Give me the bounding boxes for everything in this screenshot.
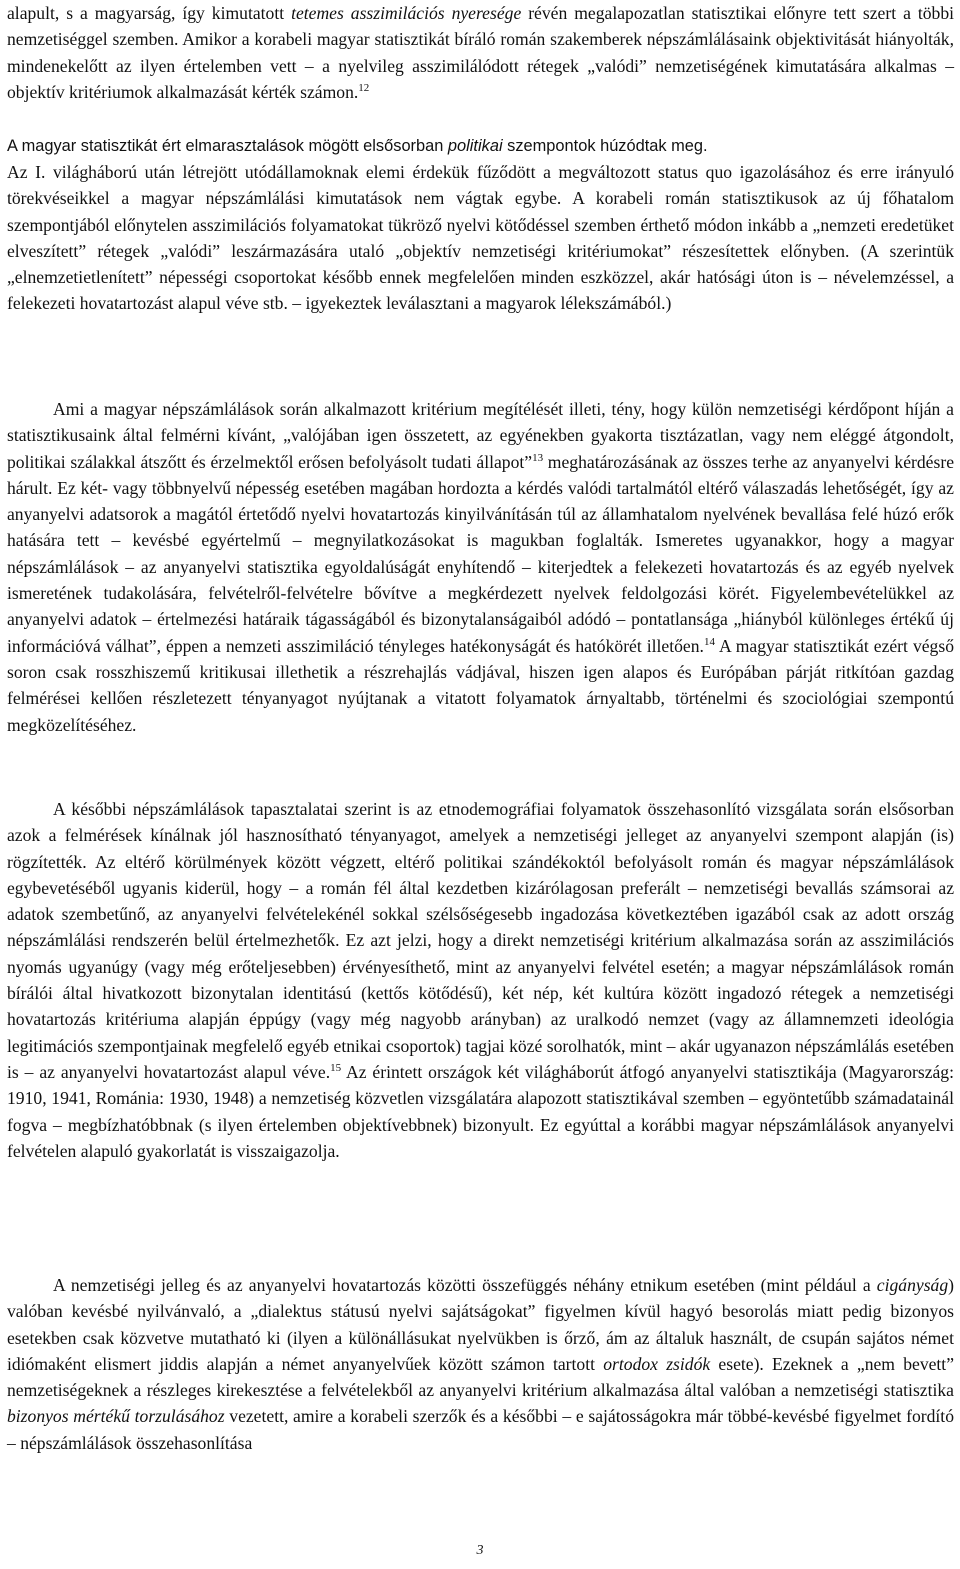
footnote-ref-12[interactable]: 12: [358, 82, 370, 95]
p2-italic: politikai: [447, 137, 503, 155]
p2-text-c: szempontok húzódtak meg.: [502, 137, 708, 155]
footnote-ref-14[interactable]: 14: [703, 635, 715, 648]
p3-text-a: Ami a magyar népszámlálások során alkalmazott kritérium megítélését illeti, tény, hogy külön nemzetiségi kérdőpont híján a statisztikusaink által felmérni kívánt, „valójában igen összetett, az egyénekben gyakorta tisztázatlan, vagy nem eléggé átgondolt, politikai szálakkal átszőtt és érzelmektől erősen befolyásolt tudati állapot”: [7, 399, 954, 472]
p5-italic-d: ortodox zsidók: [603, 1353, 711, 1374]
p5-italic-f: bizonyos mértékű torzulásához: [7, 1406, 225, 1427]
p1-text-c: révén megalapozatlan statisztikai előnyre tett szert a többi nemzetiséggel szemben. Amikor a korabeli magyar statisztikát bíráló román szakemberek népszámlálásaink objektivitását hiányolták, mindenekelőtt az ilyen értelemben vett – a nyelvileg asszimilálódott rétegek „valódi” nemzetiségének kimutatására alkalmas – objektív kritériumok alkalmazását kérték számon.: [7, 3, 954, 102]
p5-text-c: ) valóban kevésbé nyilvánvaló, a „dialektus státusú nyelvi sajátságokat” figyelmen kívül hagyó besorolás miatt pedig bizonyos esetekben csak közvetve mutatható ki (ilyen a különállásukat nyelvükben is őrző, ám az általuk használt, de csupán sajátos német idiómaként elismert jiddis alapján a német anyanyelvűek között számon tartott: [7, 1275, 954, 1374]
paragraph-3: [7, 396, 954, 738]
p5-italic-b: cigányság: [876, 1275, 949, 1295]
paragraph-2-lead: [7, 133, 954, 159]
p1-text-a: alapult, s a magyarság, így kimutatott: [7, 3, 292, 23]
page-number: 3: [476, 1543, 484, 1558]
p1-italic: tetemes asszimilációs nyeresége: [291, 3, 522, 23]
p3-text-c: A magyar statisztikát ezért végső soron csak rosszhiszemű kritikusai illethetik a részrehajlás vádjával, hiszen igen alapos és Európában párját ritkítóan gazdag felmérései kellően részletezett tényanyagot nyújtanak a vitatott folyamatok árnyaltabb, történelmi és szociológiai szempontú megközelítéséhez.: [7, 635, 954, 735]
p5-text-e: esete). Ezeknek a „nem bevett” nemzetiségeknek a részleges kirekesztése a felvételekből az anyanyelvi kritérium alkalmazása által valóban a nemzetiségi statisztika: [7, 1353, 955, 1401]
p2-text-a: A magyar statisztikát ért elmarasztalások mögött elsősorban: [7, 137, 448, 155]
p2-text-d: Az I. világháború után létrejött utódállamoknak elemi érdekük fűződött a megváltozott status quo igazolásához és erre irányuló törekvéseikkel a magyar népszámlálási kimutatások nem vágtak egybe. A korabeli román statisztikusok az új főhatalom szempontjából előnytelen asszimilációs folyamatokat tükröző nyelvi kötődéssel szemben érthető módon inkább a „nemzeti eredetüket elveszített” rétegek „valódi” leszármazására utaló „objektív nemzetiségi kritériumokat” részesítettek előnyben. (A szerintük „elnemzetietlenített” népességi csoportokat később ennek megfelelően minden eszközzel, akár hatósági úton is – névelemzéssel, a felekezeti hovatartozást alapul véve stb. – igyekeztek leválasztani a magyarok lélekszámából.): [7, 162, 954, 314]
p5-text-a: A nemzetiségi jelleg és az anyanyelvi hovatartozás közötti összefüggés néhány etnikum esetében (mint például a: [53, 1275, 877, 1295]
paragraph-1: [7, 0, 954, 105]
paragraph-4: [7, 796, 954, 1164]
p4-text-a: A későbbi népszámlálások tapasztalatai szerint is az etnodemográfiai folyamatok összehasonlító vizsgálata során elsősorban azok a felmérések kínálnak jól hasznosítható tényanyagot, amelyek a nemzetiségi jelleget az anyanyelvi szempont alapján (is) rögzítették. Az eltérő körülmények között végzett, eltérő politikai szándékoktól befolyásolt román és magyar népszámlálások egybevetéséből ugyanis kiderül, hogy – a román fél által kezdetben kizárólagosan preferált – nemzetiségi bevallás számsorai az adatok szembetűnő, az anyanyelvi felvételekénél sokkal szélsőségesebb ingadozása következtében igazából csak az adott ország népszámlálási rendszerén belül értelmezhetők. Ez azt jelzi, hogy a direkt nemzetiségi kritérium alkalmazása során az asszimilációs nyomás ugyanúgy (vagy még erőteljesebben) érvényesíthető, mint az anyanyelvi felvétel esetén; a magyar népszámlálások román bírálói által hivatkozott bizonytalan identitású (kettős kötődésű), két nép, két kultúra között ingadozó rétegek a nemzetiségi hovatartozás kritériuma alapján éppúgy (vagy még nagyobb arányban) az uralkodó nemzet (vagy az államnemzeti ideológia legitimációs szempontjainak megfelelő egyéb etnikai csoportok) tagjai közé sorolhatók, mint – akár ugyanazon népszámlálás esetében is – az anyanyelvi hovatartozást alapul véve.: [7, 799, 954, 1082]
footnote-ref-13[interactable]: 13: [532, 451, 544, 464]
paragraph-5: [7, 1272, 954, 1456]
p4-text-b: Az érintett országok két világháborút átfogó anyanyelvi statisztikája (Magyarország: 1910, 1941, Románia: 1930, 1948) a nemzetiség közvetlen vizsgálatára alapozott statisztikával szemben – egyöntetűbb számadatainál fogva – megbízhatóbbnak (s ilyen értelemben objektívebbnek) bizonyult. Ez egyúttal a korábbi magyar népszámlálások anyanyelvi felvételen alapuló gyakorlatát is visszaigazolja.: [7, 1061, 954, 1161]
p5-text-g: vezetett, amire a korabeli szerzők és a későbbi – e sajátosságokra már többé-kevésbé figyelmet fordító – népszámlálások összehasonlítása: [7, 1406, 954, 1453]
footnote-ref-15[interactable]: 15: [330, 1062, 342, 1075]
paragraph-2: [7, 159, 954, 317]
p3-text-b: meghatározásának az összes terhe az anyanyelvi kérdésre hárult. Ez két- vagy többnyelvű népesség esetében magában hordozta a kérdés valódi tartalmától eltérő válaszadás lehetőségét, így az anyanyelvi adatsorok a magától értetődő nyelvi hovatartozás kinyilvánításán túl az államhatalom nyelvének bevallása felé húzó erők hatására tett – kevésbé egyértelmű – megnyilatkozásokat is magukban foglalták. Ismeretes ugyanakkor, hogy a magyar népszámlálások – az anyanyelvi statisztika egyoldalúságát enyhítendő – kiterjedtek a felekezeti hovatartozás és az egyéb nyelvek ismeretének tudakolására, felvételről-felvételre bővítve a megkérdezett nyelvek feldolgozási körét. Figyelembevételükkel az anyanyelvi adatok – értelmezési határaik tágasságából és bizonytalanságaiból adódó – pontatlansága „hiányból különleges értékű új információvá válhat”, éppen a nemzeti asszimiláció tényleges hatékonyságát és hatókörét illetően.: [7, 451, 955, 656]
